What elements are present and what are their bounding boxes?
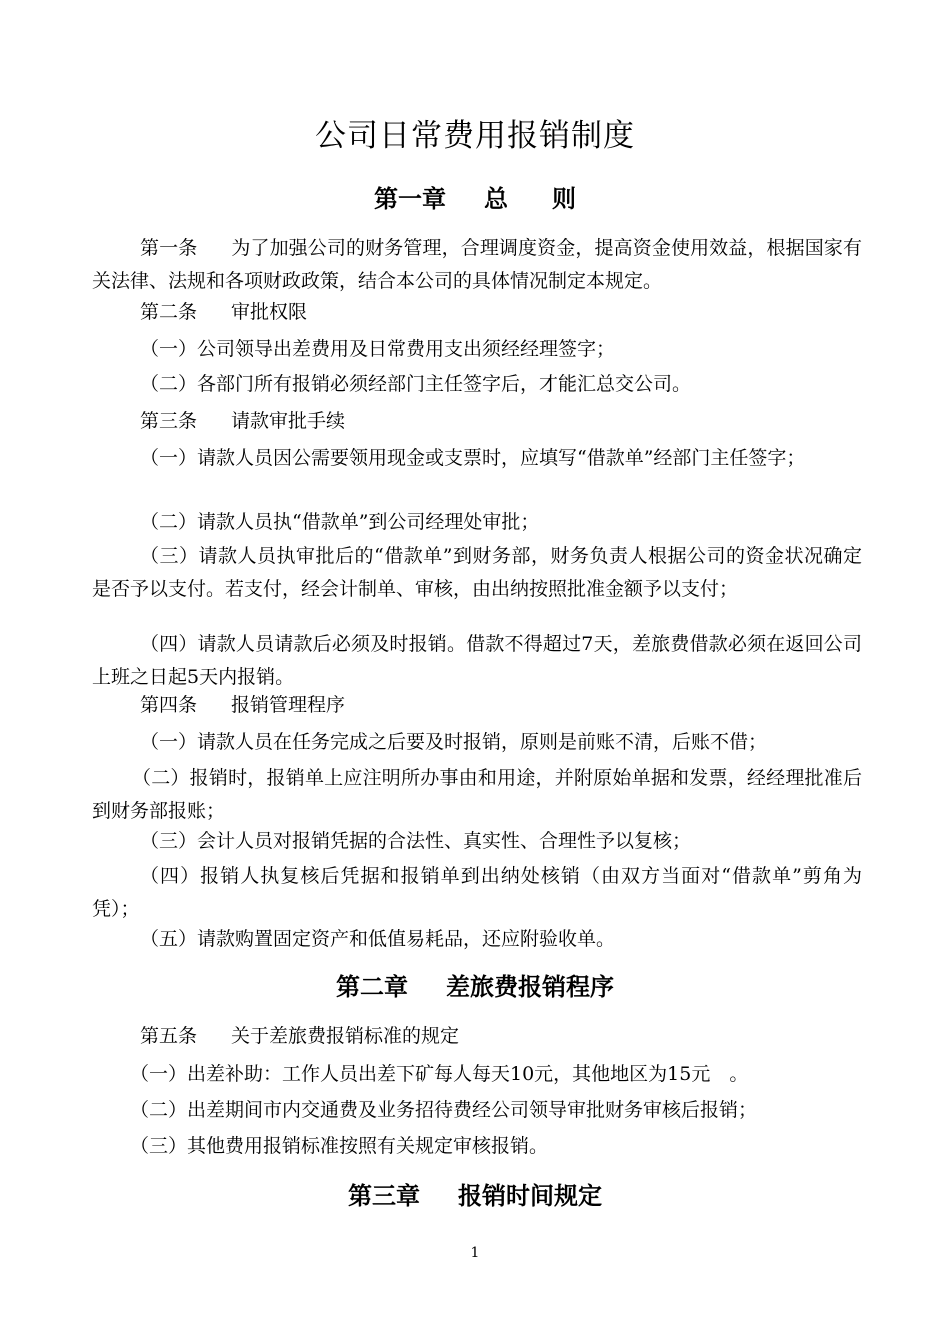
article-number: 第三条 — [140, 410, 198, 432]
chapter-1-heading — [0, 183, 950, 215]
chapter-number: 第二章 — [336, 973, 408, 1001]
list-item: （二）报销时，报销单上应注明所办事由和用途，并附原始单据和发票，经经理批准后到财务部报账； — [92, 767, 862, 822]
article-number: 第四条 — [140, 694, 198, 716]
list-item: （二）请款人员执“借款单”到公司经理处审批； — [140, 511, 540, 533]
article-number: 第一条 — [140, 237, 198, 259]
article-3-heading — [92, 405, 862, 438]
chapter-title: 差旅费报销程序 — [446, 973, 614, 1001]
list-item: （二）出差期间市内交通费及业务招待费经公司领导审批财务审核后报销； — [130, 1099, 758, 1121]
chapter-3-heading — [0, 1180, 950, 1212]
chapter-title: 总 则 — [484, 185, 576, 213]
article-number: 第五条 — [140, 1025, 198, 1047]
article-text: 为了加强公司的财务管理，合理调度资金，提高资金使用效益，根据国家有关法律、法规和各项财政政策，结合本公司的具体情况制定本规定。 — [92, 237, 862, 292]
list-item: （五）请款购置固定资产和低值易耗品，还应附验收单。 — [140, 928, 616, 950]
list-item: （三）会计人员对报销凭据的合法性、真实性、合理性予以复核； — [140, 830, 692, 852]
page-number: 1 — [470, 1245, 480, 1261]
list-item: （二）各部门所有报销必须经部门主任签字后，才能汇总交公司。 — [140, 373, 692, 395]
article-title: 报销管理程序 — [231, 694, 346, 716]
document-title: 公司日常费用报销制度 — [315, 118, 635, 154]
chapter-number: 第三章 — [348, 1182, 420, 1210]
chapter-2-heading — [0, 971, 950, 1003]
list-item: （一）请款人员在任务完成之后要及时报销，原则是前账不清，后账不借； — [140, 731, 768, 753]
article-title: 审批权限 — [231, 301, 308, 323]
article-1 — [92, 232, 862, 298]
list-item: （四）请款人员请款后必须及时报销。借款不得超过7天，差旅费借款必须在返回公司上班之日起5天内报销。 — [92, 633, 862, 688]
article-title: 关于差旅费报销标准的规定 — [231, 1025, 460, 1047]
list-item: （四）报销人执复核后凭据和报销单到出纳处核销（由双方当面对“借款单”剪角为凭）； — [92, 865, 862, 920]
article-5-heading — [92, 1020, 862, 1053]
chapter-number: 第一章 — [374, 185, 446, 213]
list-item: （三）其他费用报销标准按照有关规定审核报销。 — [130, 1135, 549, 1157]
chapter-title: 报销时间规定 — [458, 1182, 602, 1210]
list-item: （一）公司领导出差费用及日常费用支出须经经理签字； — [140, 338, 616, 360]
list-item: （一）请款人员因公需要领用现金或支票时，应填写“借款单”经部门主任签字； — [140, 447, 806, 469]
article-title: 请款审批手续 — [231, 410, 346, 432]
article-4-heading — [92, 689, 862, 722]
list-item: （三）请款人员执审批后的“借款单”到财务部，财务负责人根据公司的资金状况确定是否予以支付。若支付，经会计制单、审核，由出纳按照批准金额予以支付； — [92, 545, 862, 600]
list-item: （一）出差补助：工作人员出差下矿每人每天10元，其他地区为15元 。 — [130, 1063, 749, 1085]
article-number: 第二条 — [140, 301, 198, 323]
article-2-heading — [92, 296, 862, 329]
